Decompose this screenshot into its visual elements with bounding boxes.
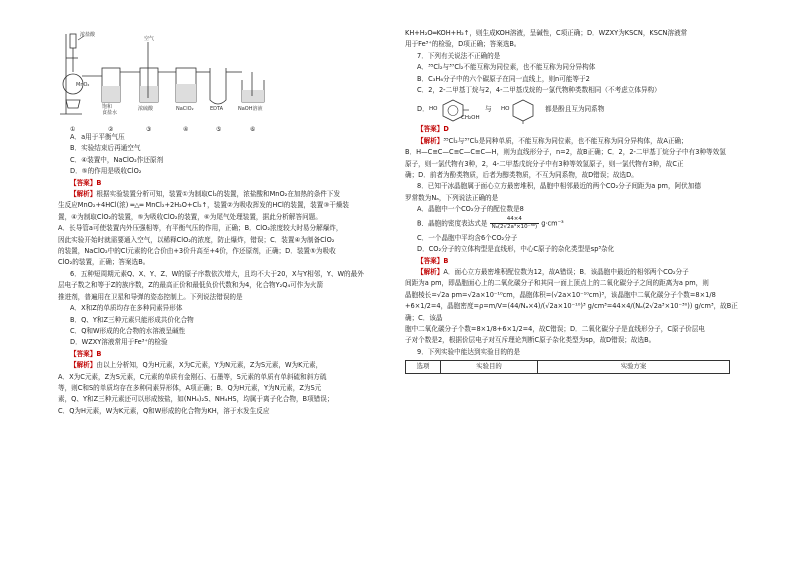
density-fraction bbox=[490, 216, 540, 231]
q7-option-d bbox=[405, 96, 740, 124]
q7-analysis-line: B．H—C≡C—C≡C—C≡C—H，则为直线形分子，n=2，故B正确；C．2，2-二甲基丁烷分子中有3种等效氢 bbox=[405, 148, 726, 157]
num-1: ① bbox=[70, 126, 76, 133]
table-header-purpose: 实验目的 bbox=[441, 361, 538, 373]
q7-d-suffix: 都是酚且互为同系物 bbox=[545, 105, 605, 114]
q8-analysis-line: 胞中二氧化碳分子个数=8×1/8+6×1/2=4，故C错误；D．二氧化碳分子是直线形分子，C原子价层电 bbox=[405, 324, 705, 333]
q6-analysis-line: 等，则C和S的单质均存在多种同素异形体，A项正确；B．Q为H元素，Y为N元素，Z为S元 bbox=[58, 383, 322, 392]
q5-answer: 【答案】B bbox=[70, 178, 102, 187]
q6-analysis-line: 素，Q、Y和Z三种元素还可以形成铵盐，如(NH₄)₂S、NH₄HS，均属于离子化合物，B项错误； bbox=[58, 395, 334, 404]
q8-analysis-line: 间距为a pm，即晶胞面心上的二氧化碳分子和其同一面上顶点上的二氧化碳分子之间的距离为a pm，则 bbox=[405, 279, 709, 288]
num-5: ⑤ bbox=[216, 126, 222, 133]
label-bottle-2: 饱和 食盐水 bbox=[102, 104, 118, 116]
q6-continued-line: 用于Fe³⁺的检验，D项正确；答案选B。 bbox=[405, 40, 521, 49]
q7-d-and: 与 bbox=[485, 105, 492, 114]
q8-option-b bbox=[405, 216, 740, 233]
q7-option-a: A．³⁵Cl₂与³⁷Cl₂不能互称为同位素，也不能互称为同分异构体 bbox=[417, 63, 596, 72]
num-6: ⑥ bbox=[250, 126, 256, 133]
q7-d-ho-left: HO bbox=[429, 106, 438, 113]
q5-option-c: C．④装置中，NaClO₂作还原剂 bbox=[70, 155, 164, 164]
q7-d-ho-right: HO bbox=[501, 106, 510, 113]
q8-answer: 【答案】B bbox=[417, 256, 449, 265]
num-2: ② bbox=[108, 126, 114, 133]
q6-stem-line: 6．五种短周期元素Q、X、Y、Z、W的原子序数依次增大，且均不大于20，X与Y相邻，Y、W的最外 bbox=[70, 269, 364, 278]
q6-analysis-line: 由以上分析知，Q为H元素，X为C元素，Y为N元素，Z为S元素，W为K元素， bbox=[96, 361, 323, 370]
label-air: 空气 bbox=[144, 36, 155, 42]
table-header-option: 选项 bbox=[406, 361, 441, 373]
apparatus-diagram bbox=[58, 28, 378, 132]
q6-option-c: C．Q和W形成的化合物的水溶液呈碱性 bbox=[70, 326, 186, 335]
q7-answer: 【答案】D bbox=[417, 125, 449, 134]
q6-continued-line: KH+H₂O═KOH+H₂↑，则生成KOH溶液，呈碱性，C项正确；D．WZXY为KSCN，KSCN溶液常 bbox=[405, 29, 688, 37]
q7-d-ch2oh: CH₂OH bbox=[461, 115, 480, 122]
q5-analysis-label: 【解析】 bbox=[70, 190, 97, 199]
q6-answer: 【答案】B bbox=[70, 349, 102, 358]
left-column bbox=[58, 28, 380, 417]
q5-analysis-line: 生反应MnO₂+4HCl(浓) ═△═ MnCl₂+2H₂O+Cl₂↑，装置②为吸收挥发的HCl的装置，装置③干燥装 bbox=[58, 201, 350, 210]
q8-b-unit: g·cm⁻³ bbox=[541, 219, 564, 228]
q5-option-b: B．实验结束后再通空气 bbox=[70, 144, 141, 153]
q9-title: 9．下列实验中能达到实验目的的是 bbox=[417, 347, 521, 356]
q7-title: 7．下列有关说法不正确的是 bbox=[417, 51, 501, 60]
q6-stem-line: 层电子数之和等于Z的族序数，Z的最高正价和最低负价代数和为4，化合物Y₂Q₄可作为火箭 bbox=[58, 281, 324, 290]
q8-analysis-line: +6×1/2=4，晶胞密度=ρ=m/V=(44/Nₐ×4)/(√2a×10⁻¹⁰)³ g/cm³=44×4/(Nₐ(2√2a³×10⁻³⁰)) g/cm³，故B正确；C．该晶 bbox=[405, 302, 738, 322]
q8-stem-line: 罗常数为Nₐ，下列说法正确的是 bbox=[405, 193, 499, 202]
q5-analysis-line: 根据实验装置分析可知，装置①为制取Cl₂的装置，浓盐酸和MnO₂在加热的条件下发 bbox=[96, 190, 341, 199]
q6-option-d: D．WZXY溶液常用于Fe³⁺的检验 bbox=[70, 338, 168, 347]
density-denominator: Nₐ(2√2a³×10⁻³⁰) bbox=[491, 223, 538, 230]
label-mid: 浓硫酸 bbox=[138, 106, 154, 112]
q6-stem-line: 推进剂，普遍用在卫星和导弹的姿态控制上。下列说法错误的是 bbox=[58, 292, 243, 301]
q8-option-a: A．晶胞中一个CO₂分子的配位数是8 bbox=[417, 205, 524, 214]
benzene-ring-structures bbox=[435, 96, 555, 124]
q5-option-a: A．a用于平衡气压 bbox=[70, 133, 125, 141]
q6-analysis-line: C．Q为H元素，W为K元素，Q和W形成的化合物为KH，溶于水发生反应 bbox=[58, 406, 270, 415]
q5-analysis-line: 置，④为制取ClO₂的装置，⑤为吸收ClO₂的装置，⑥为尾气处理装置，据此分析解答问题。 bbox=[58, 212, 322, 221]
num-4: ④ bbox=[183, 126, 189, 133]
q6-option-a: A．X和Z的单质均存在多种同素异形体 bbox=[70, 304, 183, 313]
q8-option-d: D．CO₂分子的立体构型是直线形，中心C原子的杂化类型是sp³杂化 bbox=[417, 245, 615, 254]
q7-analysis-line: 原子，则一氯代物有3种，2，4-二甲基戊烷分子中有3种等效氢原子，则一氯代物有3种，故C正 bbox=[405, 159, 684, 168]
q7-option-b: B．C₃H₆分子中的六个碳原子在同一直线上，则n可能等于2 bbox=[417, 74, 590, 83]
q7-analysis-label: 【解析】 bbox=[417, 136, 444, 145]
q8-option-c: C．一个晶胞中平均含6个CO₂分子 bbox=[417, 233, 518, 242]
q5-analysis-line: 因此实验开始时就需要通入空气，以稀释ClO₂的浓度，防止爆炸，错误；C．装置④为制备ClO₂ bbox=[58, 235, 335, 244]
label-mno2: MnO₂ bbox=[76, 82, 90, 88]
q5-analysis-line: 的装置，NaClO₂中的Cl元素的化合价由+3价升高至+4价，作还原剂，正确；D．装置⑤为吸收 bbox=[58, 247, 336, 256]
q8-analysis-label: 【解析】 bbox=[417, 267, 444, 276]
label-bottle-4: NaClO₂ bbox=[176, 106, 194, 112]
q5-analysis-line: ClO₂的装置，正确；答案选B。 bbox=[58, 258, 150, 267]
q9-table bbox=[405, 360, 730, 373]
num-3: ③ bbox=[146, 126, 152, 133]
right-column bbox=[405, 28, 740, 374]
q8-analysis-line: A．面心立方最密堆积配位数为12，故A错误；B．该晶胞中最近的相邻两个CO₂分子 bbox=[443, 267, 689, 276]
q8-analysis-line: 子对个数是2，根据价层电子对互斥理论判断C原子杂化类型为sp，故D错误；故选B。 bbox=[405, 336, 656, 345]
table-header-row bbox=[406, 361, 730, 373]
q5-analysis-line: A．长导管a可使装置内外压强相等，有平衡气压的作用，正确；B．ClO₂浓度较大时易分解爆炸， bbox=[58, 224, 343, 233]
q6-option-b: B．Q、Y和Z三种元素只能形成共价化合物 bbox=[70, 315, 194, 324]
q7-option-c: C．2，2-二甲基丁烷与2，4-二甲基戊烷的一氯代物种类数相同（不考虑立体异构） bbox=[417, 86, 661, 95]
apparatus-figure bbox=[58, 28, 380, 132]
q6-analysis-line: A．X为C元素，Z为S元素，C元素的单质有金刚石、石墨等，S元素的单质有单斜硫和斜方硫 bbox=[58, 372, 327, 381]
q8-stem-line: 8．已知干冰晶胞属于面心立方最密堆积，晶胞中相邻最近的两个CO₂分子间距为a pm，阿伏加德 bbox=[417, 182, 701, 191]
q8-b-prefix: B．晶胞的密度表达式是 bbox=[417, 219, 488, 228]
table-header-plan: 实验方案 bbox=[538, 361, 730, 373]
q5-option-d: D．⑤的作用是吸收ClO₂ bbox=[70, 167, 142, 176]
q7-d-prefix: D． bbox=[417, 105, 429, 114]
q7-analysis-line: 确；D．前者为酚类物质，后者为醇类物质，不互为同系物，故D错误；故选D。 bbox=[405, 171, 638, 180]
q6-analysis-label: 【解析】 bbox=[70, 361, 97, 370]
label-naoh: NaOH溶液 bbox=[238, 106, 263, 112]
q8-analysis-line: 晶胞棱长=√2a pm=√2a×10⁻¹⁰cm，晶胞体积=(√2a×10⁻¹⁰cm)³，该晶胞中二氧化碳分子个数=8×1/8 bbox=[405, 290, 716, 299]
q7-analysis-line: ³⁵Cl₂与³⁷Cl₂是同种单质，不能互称为同位素，也不能互称为同分异构体，故A正确； bbox=[443, 136, 688, 145]
label-edta: EDTA bbox=[210, 106, 224, 112]
label-conc-hcl: 浓盐酸 bbox=[80, 32, 96, 38]
density-numerator: 44×4 bbox=[490, 216, 540, 224]
